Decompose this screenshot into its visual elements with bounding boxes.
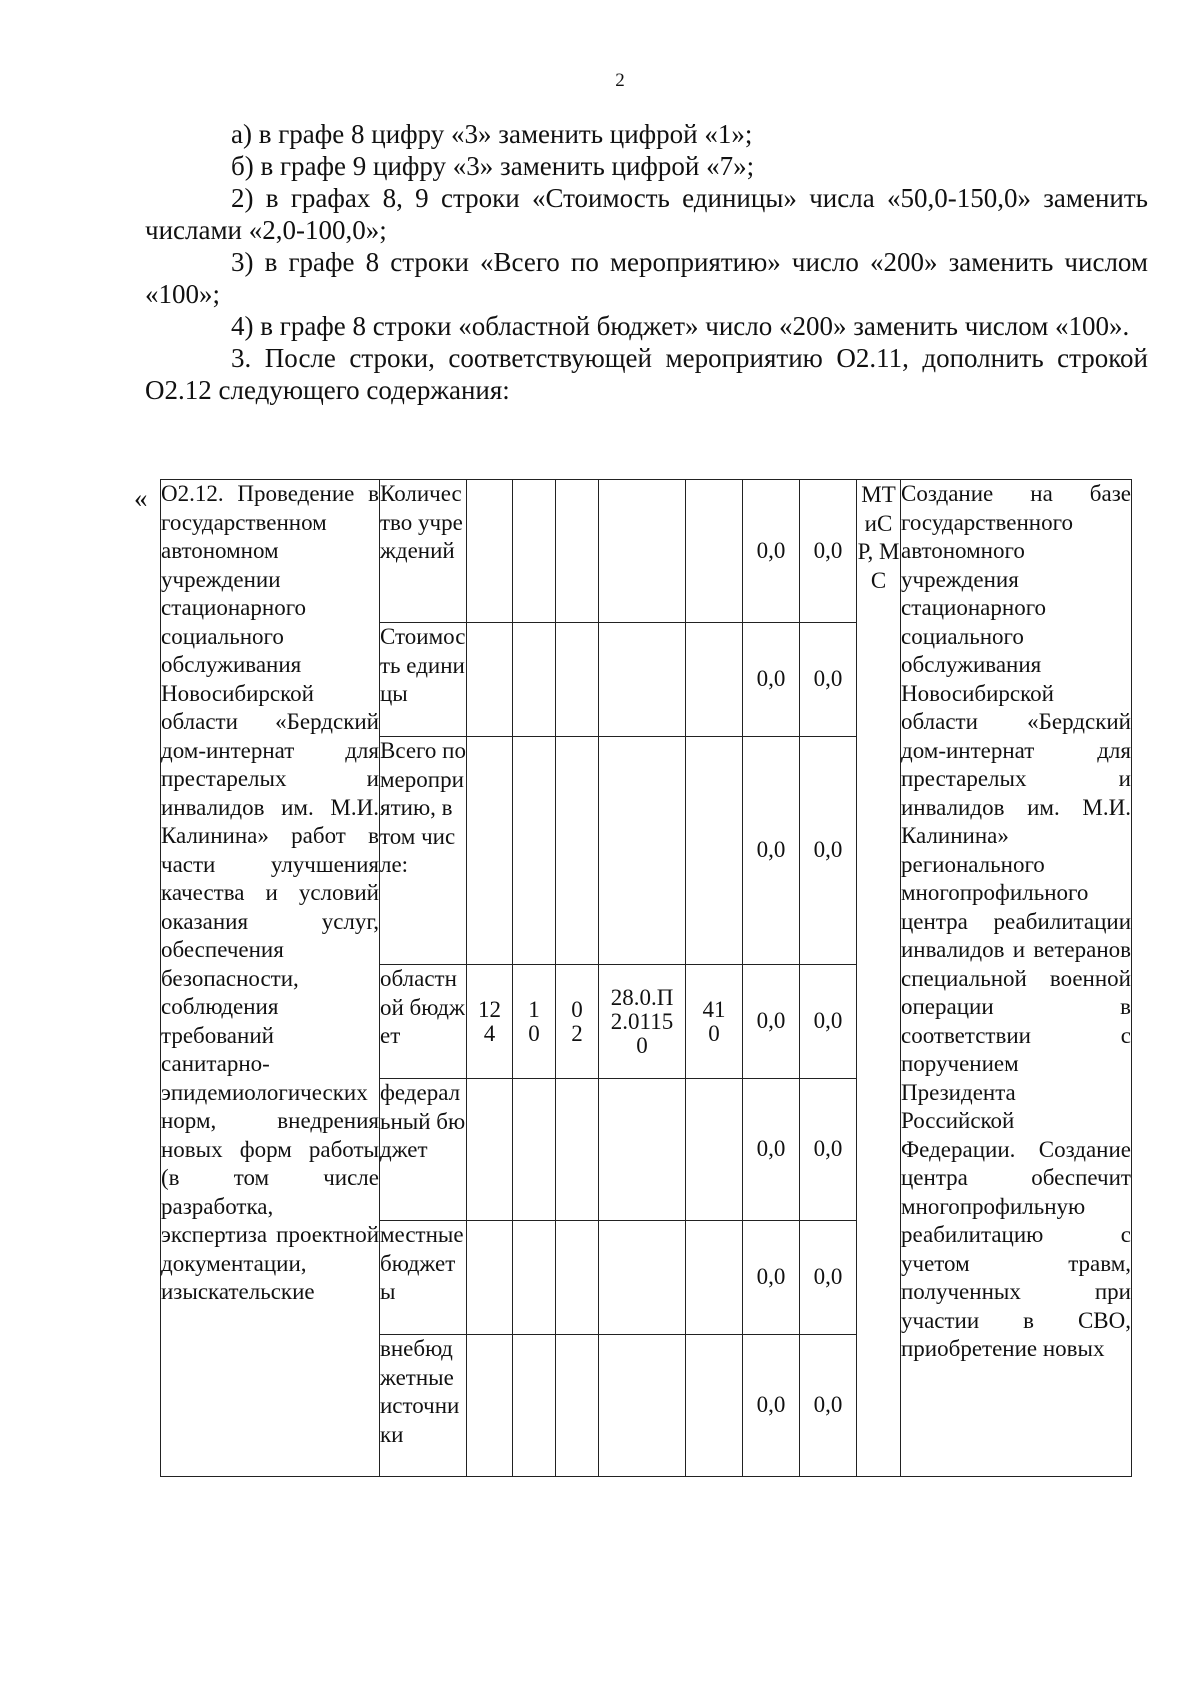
value-col-8: 0,0	[743, 1221, 800, 1335]
amendment-text	[145, 118, 1148, 406]
code-cell: 28.0.П2.01150	[599, 965, 686, 1079]
code-cell	[599, 1221, 686, 1335]
paragraph-item-3: 3. После строки, соответствующей мероприятию О2.11, дополнить строкой О2.12 следующего содержания:	[145, 343, 1148, 405]
code-cell: 410	[686, 965, 743, 1079]
value-col-9: 0,0	[800, 1335, 857, 1477]
code-cell	[467, 1335, 513, 1477]
code-cell	[467, 623, 513, 737]
event-table	[160, 479, 1132, 1477]
code-cell	[686, 1079, 743, 1221]
value-col-9: 0,0	[800, 1221, 857, 1335]
code-cell	[599, 1079, 686, 1221]
indicator-label: Всего по мероприятию, в том числе:	[380, 737, 467, 965]
event-name-cell: О2.12. Проведение в государственном автономном учреждении стационарного социального обслуживания Новосибирской области «Бердский дом-интернат для престарелых и инвалидов им. М.И. Калинина» работ в части улучшения качества и условий оказания услуг, обеспечения безопасности, соблюдения требований санитарно-эпидемиологических норм, внедрения новых форм работы (в том числе разработка, экспертиза проектной документации, изыскательские	[161, 480, 380, 1477]
value-col-9: 0,0	[800, 965, 857, 1079]
code-cell	[513, 480, 556, 623]
code-cell	[556, 1221, 599, 1335]
indicator-label: Количество учреждений	[380, 480, 467, 623]
code-cell	[686, 623, 743, 737]
indicator-label: Стоимость единицы	[380, 623, 467, 737]
code-cell	[467, 1079, 513, 1221]
paragraph-a: а) в графе 8 цифру «3» заменить цифрой «1»;	[231, 119, 753, 149]
value-col-8: 0,0	[743, 1079, 800, 1221]
value-col-8: 0,0	[743, 965, 800, 1079]
code-cell	[686, 480, 743, 623]
value-col-8: 0,0	[743, 737, 800, 965]
code-cell	[599, 1335, 686, 1477]
code-cell	[686, 1221, 743, 1335]
code-cell	[513, 1221, 556, 1335]
code-cell	[513, 623, 556, 737]
code-cell: 02	[556, 965, 599, 1079]
value-col-9: 0,0	[800, 480, 857, 623]
code-cell: 10	[513, 965, 556, 1079]
indicator-label: федеральный бюджет	[380, 1079, 467, 1221]
value-col-8: 0,0	[743, 1335, 800, 1477]
value-col-9: 0,0	[800, 737, 857, 965]
executor-cell: МТиСР, МС	[857, 480, 901, 1477]
paragraph-3: 3) в графе 8 строки «Всего по мероприятию» число «200» заменить числом «100»;	[145, 247, 1148, 309]
code-cell	[556, 1335, 599, 1477]
code-cell: 124	[467, 965, 513, 1079]
code-cell	[513, 737, 556, 965]
code-cell	[513, 1079, 556, 1221]
code-cell	[599, 623, 686, 737]
paragraph-4: 4) в графе 8 строки «областной бюджет» число «200» заменить числом «100».	[231, 311, 1130, 341]
code-cell	[686, 1335, 743, 1477]
code-cell	[556, 1079, 599, 1221]
table-row	[161, 480, 1132, 623]
page-number: 2	[615, 70, 625, 91]
code-cell	[599, 480, 686, 623]
open-quote: «	[134, 483, 148, 513]
indicator-label: областной бюджет	[380, 965, 467, 1079]
code-cell	[599, 737, 686, 965]
value-col-9: 0,0	[800, 623, 857, 737]
code-cell	[467, 480, 513, 623]
code-cell	[556, 737, 599, 965]
paragraph-b: б) в графе 9 цифру «3» заменить цифрой «7»;	[231, 151, 755, 181]
code-cell	[467, 737, 513, 965]
value-col-8: 0,0	[743, 623, 800, 737]
code-cell	[467, 1221, 513, 1335]
code-cell	[513, 1335, 556, 1477]
expected-result-cell: Создание на базе государственного автономного учреждения стационарного социального обслуживания Новосибирской области «Бердский дом-интернат для престарелых и инвалидов им. М.И. Калинина» регионального многопрофильного центра реабилитации инвалидов и ветеранов специальной военной операции в соответствии с поручением Президента Российской Федерации. Создание центра обеспечит многопрофильную реабилитацию с учетом травм, полученных при участии в СВО, приобретение новых	[901, 480, 1132, 1477]
code-cell	[686, 737, 743, 965]
paragraph-2: 2) в графах 8, 9 строки «Стоимость единицы» числа «50,0-150,0» заменить числами «2,0-100,0»;	[145, 183, 1148, 245]
value-col-9: 0,0	[800, 1079, 857, 1221]
value-col-8: 0,0	[743, 480, 800, 623]
indicator-label: местные бюджеты	[380, 1221, 467, 1335]
indicator-label: внебюджетные источники	[380, 1335, 467, 1477]
code-cell	[556, 623, 599, 737]
code-cell	[556, 480, 599, 623]
